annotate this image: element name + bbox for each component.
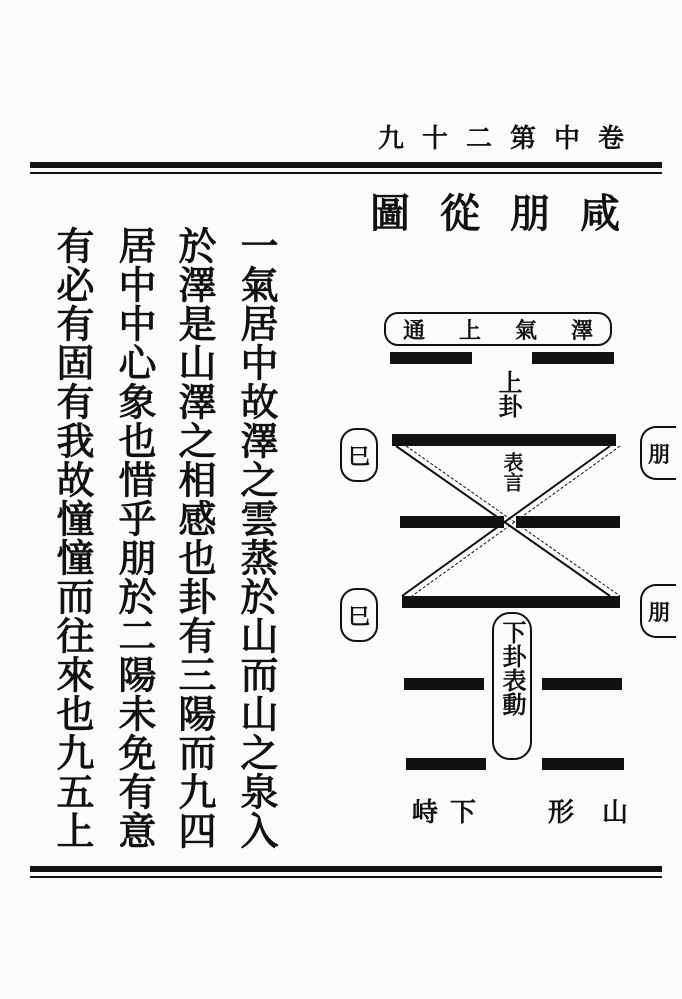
yao-line-4-right <box>516 516 620 528</box>
top-label-char-1: 通 <box>402 317 425 344</box>
text-column-2: 於澤是山澤之相感也卦有三陽而九四 <box>172 226 217 850</box>
diagram-title: 圖從朋咸 <box>370 190 650 237</box>
bottom-right-label: 形山 <box>548 798 657 828</box>
yao-line-4-left <box>400 516 504 528</box>
yao-line-2-left <box>404 678 484 690</box>
upper-gua-note: 表言 <box>500 452 524 492</box>
bottom-rule-thick <box>30 866 662 872</box>
yao-line-1-left <box>406 758 486 770</box>
text-column-4: 有必有固有我故憧憧而往來也九五上 <box>50 226 95 850</box>
upper-gua-label: 上卦 <box>494 370 523 418</box>
yao-line-5 <box>392 434 616 446</box>
bottom-rule-thin <box>30 876 662 878</box>
left-paren-mark-1: 巳 <box>340 428 378 482</box>
right-paren-mark-1: 朋 <box>640 426 676 480</box>
hexagram-diagram <box>320 300 682 840</box>
page-header: 九十二第中卷 <box>377 124 642 154</box>
lower-gua-box <box>492 612 532 760</box>
top-label-char-4: 澤 <box>570 317 593 344</box>
bottom-left-label: 峙下 <box>412 798 489 828</box>
top-rule-thin <box>30 172 662 174</box>
right-paren-mark-2: 朋 <box>640 584 676 638</box>
yao-line-3 <box>402 596 620 608</box>
top-label-box <box>384 312 612 346</box>
text-column-3: 居中中心象也惜乎朋於二陽未免有意 <box>112 226 157 850</box>
top-label-char-3: 氣 <box>514 317 537 344</box>
top-rule-thick <box>30 162 662 168</box>
lower-gua-label: 下卦表動 <box>498 620 527 716</box>
text-column-1: 一氣居中故澤之雲蒸於山而山之泉入 <box>234 226 279 850</box>
yao-line-1-right <box>542 758 624 770</box>
top-label-char-2: 上 <box>458 317 481 344</box>
yao-line-2-right <box>542 678 622 690</box>
yao-line-6-left <box>390 352 472 364</box>
yao-line-6-right <box>532 352 614 364</box>
left-paren-mark-2: 巳 <box>340 588 378 642</box>
